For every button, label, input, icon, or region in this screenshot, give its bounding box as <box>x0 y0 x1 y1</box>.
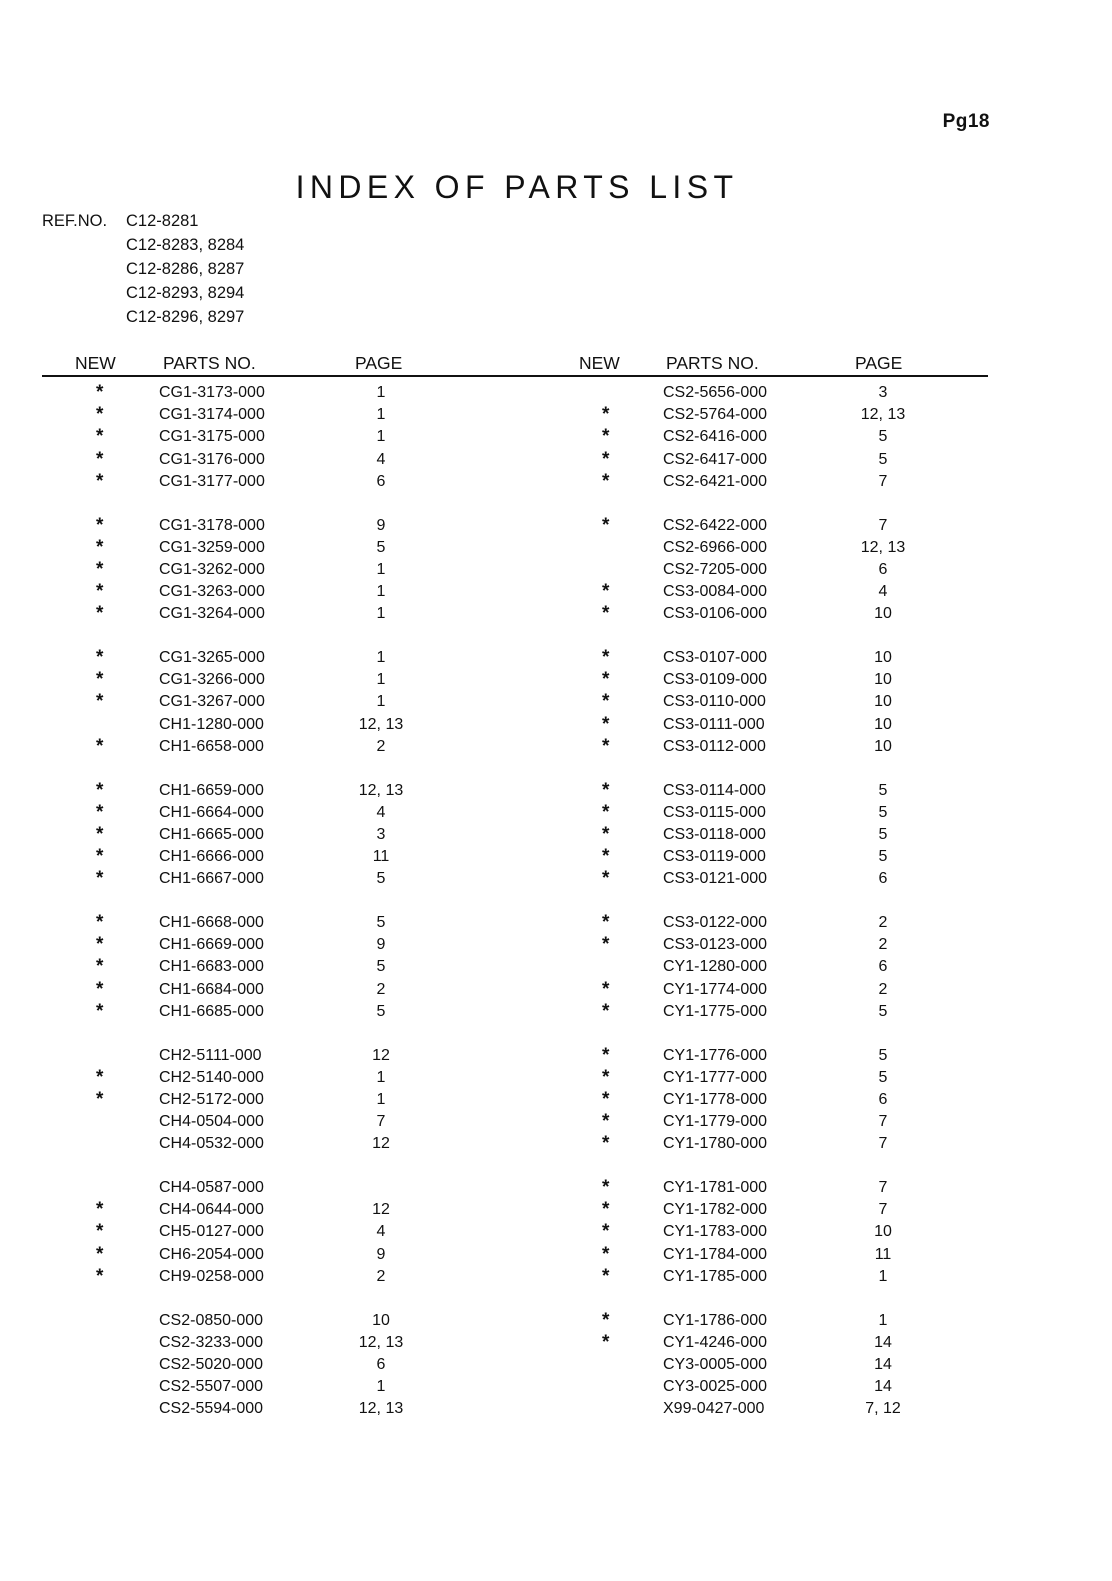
page-ref-left: 4 <box>376 450 386 468</box>
part-number-right: CY1-1780-000 <box>663 1135 768 1153</box>
table-row <box>42 1354 988 1376</box>
page-ref-left: 12, 13 <box>358 715 404 733</box>
part-number-right: X99-0427-000 <box>663 1400 765 1418</box>
table-row: * CH1-6665-000 3 * CS3-0118-000 5 <box>42 824 988 846</box>
table-row <box>42 1398 988 1420</box>
part-number-left: CH1-6659-000 <box>159 781 264 799</box>
page-ref-left: 6 <box>376 472 386 490</box>
page-ref-left: 3 <box>376 825 386 843</box>
page-ref-left: 4 <box>376 803 386 821</box>
table-row: * CH2-5172-000 1 * CY1-1778-000 6 <box>42 1089 988 1111</box>
page-ref-right: 7 <box>878 472 888 490</box>
page-ref-right: 6 <box>878 958 888 976</box>
table-row: CS2-3233-000 12, 13 * CY1-4246-000 14 <box>42 1332 988 1354</box>
part-number-left: CH1-1280-000 <box>159 715 264 733</box>
part-number-left: CH1-6665-000 <box>159 825 264 843</box>
ref-line: C12-8281 <box>126 212 199 230</box>
page-ref-right: 10 <box>874 605 892 623</box>
table-row: CH2-5111-000 12 * CY1-1776-000 5 <box>42 1045 988 1067</box>
table-row: * CH1-6685-000 5 * CY1-1775-000 5 <box>42 1001 988 1023</box>
part-number-left: CH2-5172-000 <box>159 1090 264 1108</box>
table-row: CH4-0532-000 12 * CY1-1780-000 7 <box>42 1133 988 1155</box>
part-number-left: CH1-6685-000 <box>159 1002 264 1020</box>
ref-line: C12-8293, 8294 <box>126 284 245 302</box>
table-row: CH1-1280-000 12, 13 * CS3-0111-000 10 <box>42 714 988 736</box>
table-body <box>42 377 988 1417</box>
part-number-right: CS3-0110-000 <box>663 693 766 711</box>
part-number-left: CG1-3178-000 <box>159 516 265 534</box>
part-number-left: CH6-2054-000 <box>159 1245 264 1263</box>
table-row: * CG1-3264-000 1 * CS3-0106-000 10 <box>42 603 988 625</box>
page-ref-right: 5 <box>878 803 888 821</box>
table-row: * CG1-3175-000 1 * CS2-6416-000 5 <box>42 426 988 448</box>
page-ref-right: 14 <box>874 1355 892 1373</box>
table-row: * CG1-3178-000 9 * CS2-6422-000 7 <box>42 515 988 537</box>
page-ref-left: 6 <box>376 1355 386 1373</box>
table-row: * CH1-6668-000 5 * CS3-0122-000 2 <box>42 912 988 934</box>
part-number-left: CH4-0587-000 <box>159 1179 264 1196</box>
page-ref-right: 10 <box>874 737 892 755</box>
page-ref-right: 7, 12 <box>865 1400 901 1418</box>
table-row: * CH1-6658-000 2 * CS3-0112-000 10 <box>42 736 988 758</box>
table-row: * CH5-0127-000 4 * CY1-1783-000 10 <box>42 1221 988 1243</box>
page-ref-right: 7 <box>878 1179 888 1196</box>
part-number-right: CS3-0084-000 <box>663 583 768 601</box>
header-page-right: PAGE <box>855 353 903 373</box>
page-ref-left: 12, 13 <box>358 1400 404 1418</box>
page-ref-right: 6 <box>878 1090 888 1108</box>
ref-label: REF.NO. <box>42 212 108 230</box>
table-row <box>42 1376 988 1398</box>
table-row: * CG1-3174-000 1 * CS2-5764-000 12, 13 <box>42 404 988 426</box>
table-row: * CH1-6659-000 12, 13 * CS3-0114-000 5 <box>42 780 988 802</box>
page-ref-left: 5 <box>376 870 386 888</box>
ref-line: C12-8283, 8284 <box>126 236 245 254</box>
part-number-left: CH5-0127-000 <box>159 1223 264 1241</box>
page-ref-left: 1 <box>376 1090 386 1108</box>
page-ref-left: 1 <box>376 605 386 623</box>
table-row: * CH1-6683-000 5 CY1-1280-000 6 <box>42 956 988 978</box>
part-number-right: CS2-6421-000 <box>663 472 768 490</box>
part-number-right: CS2-6422-000 <box>663 516 768 534</box>
part-number-left: CH1-6666-000 <box>159 848 264 866</box>
page-ref-right: 1 <box>878 1311 888 1329</box>
part-number-right: CS3-0107-000 <box>663 649 768 666</box>
part-number-right: CS2-6416-000 <box>663 428 768 446</box>
table-row: * CG1-3259-000 5 CS2-6966-000 12, 13 <box>42 537 988 559</box>
page-number: Pg18 <box>942 111 990 132</box>
table-row: * CG1-3173-000 1 CS2-5656-000 3 <box>42 382 988 404</box>
page-ref-left: 9 <box>376 516 386 534</box>
part-number-left: CH4-0532-000 <box>159 1135 264 1153</box>
part-number-right: CS3-0112-000 <box>663 737 766 755</box>
page-ref-left: 1 <box>376 693 386 711</box>
page-ref-right: 2 <box>878 914 888 931</box>
page-title: INDEX OF PARTS LIST <box>295 169 739 206</box>
page-ref-left: 4 <box>376 1223 386 1241</box>
part-number-right: CS2-5656-000 <box>663 384 768 401</box>
part-number-left: CG1-3174-000 <box>159 406 265 424</box>
part-number-right: CY3-0005-000 <box>663 1355 768 1373</box>
part-number-right: CY1-1778-000 <box>663 1090 768 1108</box>
page-ref-right: 5 <box>878 1068 888 1086</box>
table-row: * CH1-6667-000 5 * CS3-0121-000 6 <box>42 868 988 890</box>
part-number-left: CG1-3262-000 <box>159 560 265 578</box>
part-number-left: CG1-3175-000 <box>159 428 265 446</box>
page-ref-left: 10 <box>372 1311 390 1329</box>
table-row: * CG1-3263-000 1 * CS3-0084-000 4 <box>42 581 988 603</box>
part-number-right: CS2-7205-000 <box>663 560 768 578</box>
page-ref-right: 12, 13 <box>860 406 906 424</box>
page-ref-right: 2 <box>878 980 888 998</box>
parts-index-table <box>42 352 988 1417</box>
page-ref-right: 7 <box>878 1135 888 1153</box>
table-row: * CG1-3262-000 1 CS2-7205-000 6 <box>42 559 988 581</box>
page-ref-right: 14 <box>874 1333 892 1351</box>
page-ref-left: 1 <box>376 649 386 666</box>
part-number-right: CS3-0109-000 <box>663 671 768 689</box>
page-ref-right: 10 <box>874 671 892 689</box>
part-number-left: CG1-3176-000 <box>159 450 265 468</box>
page-ref-left: 1 <box>376 406 386 424</box>
page-ref-left: 1 <box>376 560 386 578</box>
page-ref-left: 7 <box>376 1113 386 1131</box>
page-ref-left: 1 <box>376 583 386 601</box>
part-number-left: CG1-3266-000 <box>159 671 265 689</box>
part-number-left: CH9-0258-000 <box>159 1267 264 1285</box>
part-number-left: CS2-5020-000 <box>159 1355 264 1373</box>
page-ref-left: 5 <box>376 538 386 556</box>
part-number-right: CY1-1784-000 <box>663 1245 768 1263</box>
page-ref-right: 11 <box>874 1245 892 1263</box>
part-number-right: CY1-1774-000 <box>663 980 768 998</box>
table-row: * CH2-5140-000 1 * CY1-1777-000 5 <box>42 1067 988 1089</box>
table-row: CH4-0504-000 7 * CY1-1779-000 7 <box>42 1111 988 1133</box>
page-ref-right: 5 <box>878 781 888 799</box>
page-ref-right: 12, 13 <box>860 538 906 556</box>
part-number-right: CS3-0106-000 <box>663 605 768 623</box>
part-number-left: CH1-6668-000 <box>159 914 264 931</box>
page-ref-left: 12 <box>372 1046 390 1064</box>
page-ref-right: 4 <box>878 583 888 601</box>
page-ref-right: 5 <box>878 825 888 843</box>
page-ref-left: 2 <box>376 980 386 998</box>
part-number-right: CS3-0111-000 <box>663 715 765 733</box>
part-number-right: CY1-1781-000 <box>663 1179 768 1196</box>
header-page-left: PAGE <box>355 353 403 373</box>
ref-line: C12-8296, 8297 <box>126 308 245 326</box>
part-number-right: CY3-0025-000 <box>663 1378 768 1396</box>
page-ref-right: 10 <box>874 693 892 711</box>
part-number-left: CH1-6683-000 <box>159 958 264 976</box>
part-number-left: CH1-6658-000 <box>159 737 264 755</box>
header-parts-no-left: PARTS NO. <box>163 353 256 373</box>
part-number-right: CS3-0123-000 <box>663 936 768 954</box>
table-row: * CG1-3177-000 6 * CS2-6421-000 7 <box>42 471 988 493</box>
part-number-left: CH1-6669-000 <box>159 936 264 954</box>
page-ref-left: 5 <box>376 914 386 931</box>
page-ref-left: 12 <box>372 1135 390 1153</box>
page-ref-right: 3 <box>878 384 888 401</box>
part-number-right: CS3-0122-000 <box>663 914 768 931</box>
page-ref-left: 12, 13 <box>358 781 404 799</box>
part-number-right: CY1-1776-000 <box>663 1046 768 1064</box>
part-number-left: CS2-5594-000 <box>159 1400 264 1418</box>
part-number-right: CS3-0118-000 <box>663 825 766 843</box>
part-number-left: CG1-3267-000 <box>159 693 265 711</box>
page-ref-right: 5 <box>878 428 888 446</box>
table-row: * CH6-2054-000 9 * CY1-1784-000 11 <box>42 1244 988 1266</box>
part-number-right: CS2-6417-000 <box>663 450 768 468</box>
part-number-right: CY1-1280-000 <box>663 958 768 976</box>
page-ref-right: 7 <box>878 1113 888 1131</box>
page-ref-left: 9 <box>376 936 386 954</box>
table-row: * CG1-3267-000 1 * CS3-0110-000 10 <box>42 691 988 713</box>
table-row: * CH1-6664-000 4 * CS3-0115-000 5 <box>42 802 988 824</box>
header-parts-no-right: PARTS NO. <box>666 353 759 373</box>
part-number-left: CH1-6664-000 <box>159 803 264 821</box>
page-ref-left: 5 <box>376 958 386 976</box>
header-new-left: NEW <box>75 353 116 373</box>
part-number-left: CH1-6684-000 <box>159 980 264 998</box>
part-number-left: CG1-3177-000 <box>159 472 265 490</box>
part-number-right: CS3-0121-000 <box>663 870 768 888</box>
part-number-left: CH4-0504-000 <box>159 1113 264 1131</box>
page-ref-left: 5 <box>376 1002 386 1020</box>
part-number-left: CH4-0644-000 <box>159 1201 264 1219</box>
page-ref-right: 10 <box>874 1223 892 1241</box>
part-number-left: CS2-3233-000 <box>159 1333 264 1351</box>
part-number-right: CY1-1782-000 <box>663 1201 768 1219</box>
part-number-right: CY1-4246-000 <box>663 1333 768 1351</box>
page-ref-right: 10 <box>874 715 892 733</box>
part-number-left: CS2-5507-000 <box>159 1378 264 1396</box>
part-number-left: CG1-3264-000 <box>159 605 265 623</box>
part-number-left: CH2-5140-000 <box>159 1068 264 1086</box>
part-number-left: CG1-3263-000 <box>159 583 265 601</box>
page-ref-right: 2 <box>878 936 888 954</box>
page-ref-right: 5 <box>878 1002 888 1020</box>
table-row: * CG1-3265-000 1 * CS3-0107-000 10 <box>42 647 988 669</box>
page-ref-left: 2 <box>376 1267 386 1285</box>
table-row: * CH9-0258-000 2 * CY1-1785-000 1 <box>42 1266 988 1288</box>
table-row: * CH1-6669-000 9 * CS3-0123-000 2 <box>42 934 988 956</box>
page-ref-right: 7 <box>878 1201 888 1219</box>
page-ref-right: 5 <box>878 1046 888 1064</box>
table-row: * CH4-0644-000 12 * CY1-1782-000 7 <box>42 1199 988 1221</box>
part-number-right: CY1-1783-000 <box>663 1223 768 1241</box>
table-row: CS2-0850-000 10 * CY1-1786-000 1 <box>42 1310 988 1332</box>
page-ref-right: 6 <box>878 560 888 578</box>
part-number-right: CY1-1775-000 <box>663 1002 768 1020</box>
page-ref-left: 1 <box>376 1378 386 1396</box>
header-new-right: NEW <box>579 353 620 373</box>
page-ref-left: 12 <box>372 1201 390 1219</box>
page-ref-right: 5 <box>878 450 888 468</box>
table-row: * CH1-6666-000 11 * CS3-0119-000 5 <box>42 846 988 868</box>
part-number-right: CY1-1779-000 <box>663 1113 768 1131</box>
part-number-right: CS3-0119-000 <box>663 848 766 866</box>
table-row: * CG1-3266-000 1 * CS3-0109-000 10 <box>42 669 988 691</box>
page-ref-left: 11 <box>372 848 390 866</box>
part-number-left: CS2-0850-000 <box>159 1311 264 1329</box>
page-ref-right: 14 <box>874 1378 892 1396</box>
page-ref-right: 1 <box>878 1267 888 1285</box>
part-number-right: CY1-1786-000 <box>663 1311 768 1329</box>
page-ref-left: 1 <box>376 671 386 689</box>
page-ref-left: 9 <box>376 1245 386 1263</box>
part-number-right: CS3-0114-000 <box>663 781 766 799</box>
part-number-right: CS2-6966-000 <box>663 538 768 556</box>
part-number-right: CY1-1777-000 <box>663 1068 768 1086</box>
page-ref-right: 7 <box>878 516 888 534</box>
part-number-left: CG1-3265-000 <box>159 649 265 666</box>
table-row: * CG1-3176-000 4 * CS2-6417-000 5 <box>42 449 988 471</box>
table-row: CH4-0587-000 * CY1-1781-000 7 <box>42 1177 988 1199</box>
page-ref-left: 1 <box>376 1068 386 1086</box>
part-number-left: CH1-6667-000 <box>159 870 264 888</box>
part-number-left: CG1-3173-000 <box>159 384 265 401</box>
table-row: * CH1-6684-000 2 * CY1-1774-000 2 <box>42 979 988 1001</box>
page-ref-right: 10 <box>874 649 892 666</box>
page-ref-left: 1 <box>376 428 386 446</box>
page-ref-left: 1 <box>376 384 386 401</box>
page-ref-left: 12, 13 <box>358 1333 404 1351</box>
page-ref-left: 2 <box>376 737 386 755</box>
page-ref-right: 6 <box>878 870 888 888</box>
page-ref-right: 5 <box>878 848 888 866</box>
part-number-right: CY1-1785-000 <box>663 1267 768 1285</box>
part-number-left: CG1-3259-000 <box>159 538 265 556</box>
ref-line: C12-8286, 8287 <box>126 260 245 278</box>
part-number-left: CH2-5111-000 <box>159 1046 262 1064</box>
part-number-right: CS3-0115-000 <box>663 803 766 821</box>
part-number-right: CS2-5764-000 <box>663 406 768 424</box>
table-header <box>42 352 988 377</box>
